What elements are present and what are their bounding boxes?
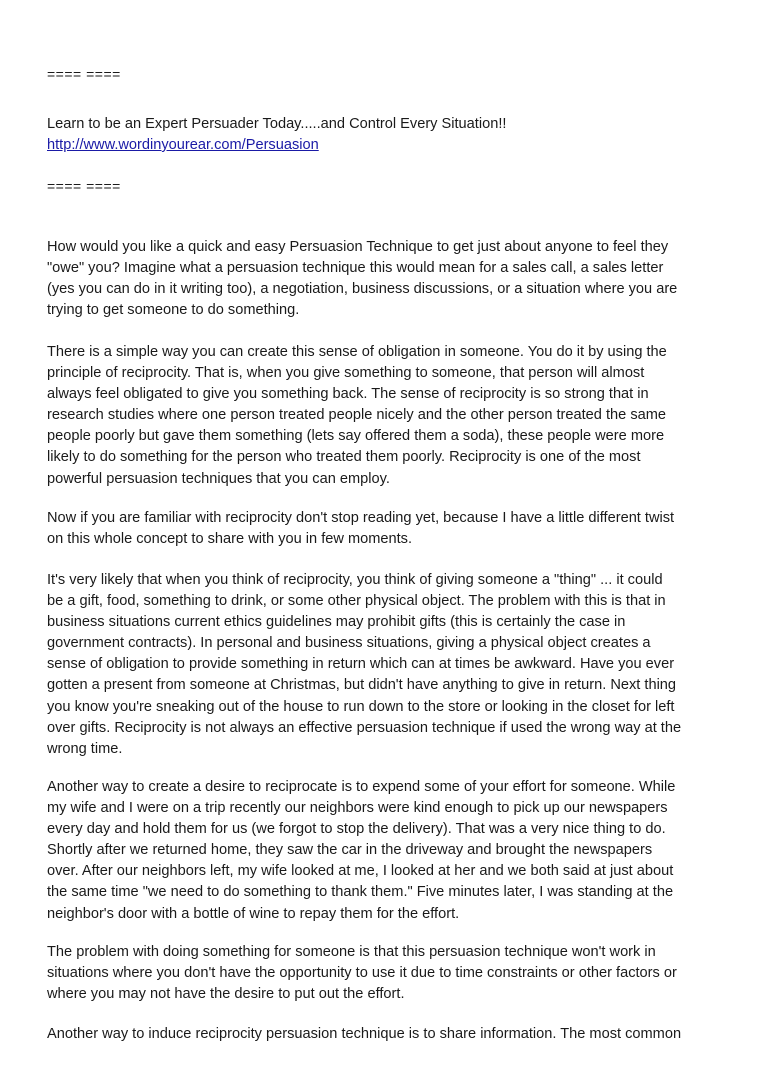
- paragraph-line: wrong time.: [47, 740, 123, 757]
- separator-bottom: ==== ====: [47, 178, 121, 194]
- paragraph-line: always feel obligated to give you something back. The sense of reciprocity is so strong that in: [47, 386, 649, 403]
- paragraph-line: It's very likely that when you think of reciprocity, you think of giving someone a "thing" ... it could: [47, 572, 663, 588]
- paragraph-line: gotten a present from someone at Christmas, but didn't have anything to give in return. Next thing: [47, 677, 677, 694]
- paragraph-line: every day and hold them for us (we forgot to stop the delivery). That was a very nice thing to do.: [47, 821, 666, 838]
- paragraph-line: There is a simple way you can create this sense of obligation in someone. You do it by using the: [47, 344, 667, 360]
- paragraph-4: [47, 570, 727, 760]
- paragraph-line: Another way to induce reciprocity persuasion technique is to share information. The most common: [47, 1026, 682, 1042]
- separator-top: ==== ====: [47, 66, 121, 82]
- paragraph-line: How would you like a quick and easy Persuasion Technique to get just about anyone to feel they: [47, 239, 669, 255]
- paragraph-line: the same time "we need to do something to thank them." Five minutes later, I was standing at the: [47, 884, 674, 901]
- paragraph-line: Now if you are familiar with reciprocity don't stop reading yet, because I have a little different twist: [47, 510, 675, 526]
- paragraph-line: over. After our neighbors left, my wife looked at me, I looked at her and we both said at just about: [47, 863, 674, 880]
- paragraph-line: situations where you don't have the opportunity to use it due to time constraints or other factors or: [47, 965, 677, 982]
- paragraph-line: principle of reciprocity. That is, when you give something to someone, that person will almost: [47, 365, 645, 382]
- paragraph-5: [47, 777, 727, 925]
- promo-title: Learn to be an Expert Persuader Today.....and Control Every Situation!!: [47, 116, 507, 132]
- paragraph-line: The problem with doing something for someone is that this persuasion technique won't work in: [47, 944, 656, 960]
- promo-link[interactable]: http://www.wordinyourear.com/Persuasion: [47, 137, 319, 153]
- paragraph-line: (yes you can do in it writing too), a negotiation, business discussions, or a situation where you are: [47, 281, 678, 298]
- paragraph-line: trying to get someone to do something.: [47, 302, 300, 319]
- paragraph-line: people poorly but gave them something (lets say offered them a soda), these people were more: [47, 428, 665, 445]
- paragraph-1: [47, 237, 727, 321]
- paragraph-line: on this whole concept to share with you in few moments.: [47, 531, 413, 548]
- paragraph-line: "owe" you? Imagine what a persuasion technique this would mean for a sales call, a sales letter: [47, 260, 664, 277]
- paragraph-line: sense of obligation to provide something in return which can at times be awkward. Have you ever: [47, 656, 675, 673]
- paragraph-line: neighbor's door with a bottle of wine to repay them for the effort.: [47, 905, 460, 922]
- paragraph-line: my wife and I were on a trip recently our neighbors were kind enough to pick up our newspapers: [47, 800, 668, 817]
- paragraph-6: [47, 942, 727, 1005]
- paragraph-line: powerful persuasion techniques that you can employ.: [47, 470, 390, 487]
- paragraph-line: you know you're sneaking out of the house to run down to the store or looking in the closet for left: [47, 698, 675, 715]
- paragraph-line: over gifts. Reciprocity is not always an effective persuasion technique if used the wrong way at the: [47, 719, 682, 736]
- paragraph-line: be a gift, food, something to drink, or some other physical object. The problem with this is that in: [47, 593, 666, 610]
- paragraph-line: government contracts). In personal and business situations, giving a physical object creates a: [47, 635, 651, 652]
- paragraph-3: [47, 508, 727, 550]
- paragraph-line: Another way to create a desire to reciprocate is to expend some of your effort for someone. While: [47, 779, 676, 795]
- paragraph-7: [47, 1024, 727, 1045]
- paragraph-line: likely to do something for the person who treated them poorly. Reciprocity is one of the most: [47, 449, 641, 466]
- paragraph-line: where you may not have the desire to put out the effort.: [47, 986, 405, 1003]
- paragraph-2: [47, 342, 727, 490]
- paragraph-line: Shortly after we returned home, they saw the car in the driveway and brought the newspapers: [47, 842, 653, 859]
- paragraph-line: business situations current ethics guidelines may prohibit gifts (this is certainly the case in: [47, 614, 626, 631]
- paragraph-line: research studies where one person treated people nicely and the other person treated the same: [47, 407, 667, 424]
